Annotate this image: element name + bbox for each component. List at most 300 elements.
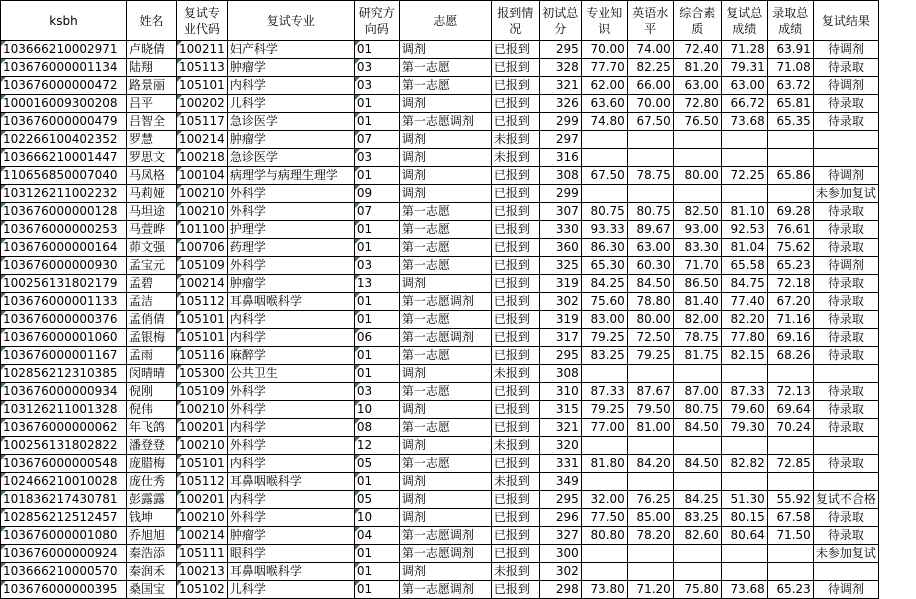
table-row[interactable] bbox=[1, 581, 879, 599]
table-cell[interactable]: 01 bbox=[354, 347, 399, 365]
table-cell[interactable]: 01 bbox=[354, 239, 399, 257]
table-cell[interactable]: 01 bbox=[354, 113, 399, 131]
table-cell[interactable]: 63.91 bbox=[767, 41, 813, 59]
table-cell[interactable]: 70.24 bbox=[767, 419, 813, 437]
table-cell[interactable]: 急诊医学 bbox=[227, 113, 354, 131]
table-cell[interactable]: 已报到 bbox=[491, 455, 539, 473]
table-cell[interactable]: 药理学 bbox=[227, 239, 354, 257]
table-cell[interactable]: 76.25 bbox=[627, 491, 673, 509]
column-header[interactable]: 初试总分 bbox=[539, 1, 581, 41]
table-row[interactable] bbox=[1, 563, 879, 581]
table-cell[interactable]: 未报到 bbox=[491, 149, 539, 167]
table-cell[interactable]: 72.85 bbox=[767, 455, 813, 473]
table-cell[interactable]: 105113 bbox=[177, 59, 228, 77]
table-cell[interactable]: 调剂 bbox=[399, 365, 491, 383]
column-header[interactable]: 复试结果 bbox=[813, 1, 878, 41]
table-cell[interactable]: 103676000000472 bbox=[1, 77, 127, 95]
table-cell[interactable]: 80.00 bbox=[673, 167, 721, 185]
table-cell[interactable]: 85.00 bbox=[627, 509, 673, 527]
column-header[interactable]: 复试专业 bbox=[227, 1, 354, 41]
table-cell[interactable]: 67.20 bbox=[767, 293, 813, 311]
table-cell[interactable] bbox=[627, 131, 673, 149]
table-cell[interactable]: 78.75 bbox=[673, 329, 721, 347]
table-cell[interactable] bbox=[673, 149, 721, 167]
table-cell[interactable]: 调剂 bbox=[399, 167, 491, 185]
table-row[interactable] bbox=[1, 347, 879, 365]
table-cell[interactable]: 317 bbox=[539, 329, 581, 347]
table-cell[interactable]: 待录取 bbox=[813, 329, 878, 347]
table-cell[interactable]: 100214 bbox=[177, 275, 228, 293]
table-cell[interactable]: 内科学 bbox=[227, 419, 354, 437]
table-cell[interactable]: 已报到 bbox=[491, 509, 539, 527]
table-cell[interactable]: 328 bbox=[539, 59, 581, 77]
table-cell[interactable]: 第一志愿 bbox=[399, 311, 491, 329]
table-row[interactable] bbox=[1, 455, 879, 473]
table-cell[interactable]: 71.70 bbox=[673, 257, 721, 275]
table-cell[interactable]: 103676000000062 bbox=[1, 419, 127, 437]
table-row[interactable] bbox=[1, 329, 879, 347]
table-cell[interactable]: 耳鼻咽喉科学 bbox=[227, 293, 354, 311]
table-cell[interactable]: 100218 bbox=[177, 149, 228, 167]
table-cell[interactable]: 08 bbox=[354, 419, 399, 437]
table-cell[interactable]: 肿瘤学 bbox=[227, 59, 354, 77]
column-header[interactable]: ksbh bbox=[1, 1, 127, 41]
table-cell[interactable]: 第一志愿 bbox=[399, 77, 491, 95]
table-cell[interactable]: 钱坤 bbox=[127, 509, 177, 527]
table-cell[interactable]: 10 bbox=[354, 401, 399, 419]
table-cell[interactable] bbox=[673, 545, 721, 563]
table-cell[interactable]: 12 bbox=[354, 437, 399, 455]
table-row[interactable] bbox=[1, 59, 879, 77]
table-cell[interactable]: 100256131802179 bbox=[1, 275, 127, 293]
table-cell[interactable]: 外科学 bbox=[227, 437, 354, 455]
table-cell[interactable]: 75.62 bbox=[767, 239, 813, 257]
table-cell[interactable]: 80.15 bbox=[721, 509, 767, 527]
table-cell[interactable]: 01 bbox=[354, 365, 399, 383]
table-cell[interactable]: 内科学 bbox=[227, 77, 354, 95]
table-cell[interactable]: 内科学 bbox=[227, 455, 354, 473]
table-cell[interactable]: 319 bbox=[539, 275, 581, 293]
table-cell[interactable]: 待调剂 bbox=[813, 581, 878, 599]
table-cell[interactable] bbox=[581, 437, 627, 455]
table-cell[interactable]: 87.00 bbox=[673, 383, 721, 401]
table-cell[interactable]: 第一志愿 bbox=[399, 203, 491, 221]
table-cell[interactable]: 100104 bbox=[177, 167, 228, 185]
table-cell[interactable]: 急诊医学 bbox=[227, 149, 354, 167]
table-cell[interactable]: 内科学 bbox=[227, 311, 354, 329]
table-cell[interactable]: 100210 bbox=[177, 185, 228, 203]
table-cell[interactable] bbox=[767, 365, 813, 383]
table-cell[interactable]: 已报到 bbox=[491, 275, 539, 293]
table-cell[interactable]: 65.35 bbox=[767, 113, 813, 131]
table-cell[interactable]: 77.40 bbox=[721, 293, 767, 311]
table-row[interactable] bbox=[1, 365, 879, 383]
table-cell[interactable]: 103666210000570 bbox=[1, 563, 127, 581]
table-cell[interactable] bbox=[581, 563, 627, 581]
table-cell[interactable]: 299 bbox=[539, 185, 581, 203]
table-cell[interactable]: 待调剂 bbox=[813, 257, 878, 275]
table-cell[interactable]: 待录取 bbox=[813, 275, 878, 293]
table-cell[interactable]: 待录取 bbox=[813, 95, 878, 113]
table-cell[interactable]: 79.50 bbox=[627, 401, 673, 419]
table-cell[interactable]: 孟俏倩 bbox=[127, 311, 177, 329]
table-cell[interactable]: 300 bbox=[539, 545, 581, 563]
table-cell[interactable]: 78.75 bbox=[627, 167, 673, 185]
table-cell[interactable]: 60.30 bbox=[627, 257, 673, 275]
table-cell[interactable]: 81.40 bbox=[673, 293, 721, 311]
table-cell[interactable]: 326 bbox=[539, 95, 581, 113]
table-cell[interactable]: 103666210002971 bbox=[1, 41, 127, 59]
table-cell[interactable]: 已报到 bbox=[491, 41, 539, 59]
table-cell[interactable]: 103126211002232 bbox=[1, 185, 127, 203]
table-cell[interactable]: 第一志愿 bbox=[399, 59, 491, 77]
table-row[interactable] bbox=[1, 113, 879, 131]
table-cell[interactable]: 295 bbox=[539, 491, 581, 509]
table-cell[interactable]: 调剂 bbox=[399, 509, 491, 527]
table-row[interactable] bbox=[1, 383, 879, 401]
table-cell[interactable]: 65.23 bbox=[767, 257, 813, 275]
table-cell[interactable]: 03 bbox=[354, 257, 399, 275]
table-cell[interactable]: 103676000001060 bbox=[1, 329, 127, 347]
table-cell[interactable]: 已报到 bbox=[491, 419, 539, 437]
table-cell[interactable]: 外科学 bbox=[227, 383, 354, 401]
table-cell[interactable]: 04 bbox=[354, 527, 399, 545]
table-cell[interactable]: 吕平 bbox=[127, 95, 177, 113]
table-cell[interactable]: 72.50 bbox=[627, 329, 673, 347]
table-cell[interactable]: 调剂 bbox=[399, 437, 491, 455]
table-cell[interactable]: 100706 bbox=[177, 239, 228, 257]
table-cell[interactable]: 马萱晔 bbox=[127, 221, 177, 239]
table-cell[interactable]: 待录取 bbox=[813, 383, 878, 401]
table-cell[interactable]: 妇产科学 bbox=[227, 41, 354, 59]
table-cell[interactable]: 已报到 bbox=[491, 95, 539, 113]
table-cell[interactable] bbox=[627, 185, 673, 203]
table-cell[interactable]: 未参加复试 bbox=[813, 185, 878, 203]
table-cell[interactable]: 84.50 bbox=[673, 455, 721, 473]
table-cell[interactable] bbox=[813, 473, 878, 491]
table-cell[interactable]: 第一志愿 bbox=[399, 347, 491, 365]
table-cell[interactable] bbox=[721, 437, 767, 455]
table-cell[interactable]: 72.40 bbox=[673, 41, 721, 59]
table-cell[interactable]: 09 bbox=[354, 185, 399, 203]
table-cell[interactable]: 马莉娅 bbox=[127, 185, 177, 203]
table-row[interactable] bbox=[1, 239, 879, 257]
table-cell[interactable]: 已报到 bbox=[491, 311, 539, 329]
table-cell[interactable]: 349 bbox=[539, 473, 581, 491]
table-row[interactable] bbox=[1, 221, 879, 239]
table-cell[interactable] bbox=[767, 545, 813, 563]
table-cell[interactable]: 调剂 bbox=[399, 491, 491, 509]
table-cell[interactable]: 93.00 bbox=[673, 221, 721, 239]
column-header[interactable]: 志愿 bbox=[399, 1, 491, 41]
table-cell[interactable]: 孟银梅 bbox=[127, 329, 177, 347]
table-cell[interactable]: 待录取 bbox=[813, 113, 878, 131]
table-row[interactable] bbox=[1, 167, 879, 185]
table-cell[interactable]: 360 bbox=[539, 239, 581, 257]
table-cell[interactable]: 320 bbox=[539, 437, 581, 455]
table-cell[interactable]: 待录取 bbox=[813, 59, 878, 77]
table-cell[interactable]: 倪伟 bbox=[127, 401, 177, 419]
table-cell[interactable]: 103126211001328 bbox=[1, 401, 127, 419]
table-cell[interactable]: 65.23 bbox=[767, 581, 813, 599]
table-cell[interactable]: 80.75 bbox=[627, 203, 673, 221]
table-cell[interactable] bbox=[627, 545, 673, 563]
table-cell[interactable]: 已报到 bbox=[491, 293, 539, 311]
table-cell[interactable]: 已报到 bbox=[491, 239, 539, 257]
table-cell[interactable]: 302 bbox=[539, 293, 581, 311]
table-cell[interactable]: 路景丽 bbox=[127, 77, 177, 95]
table-cell[interactable]: 01 bbox=[354, 95, 399, 113]
table-cell[interactable]: 72.25 bbox=[721, 167, 767, 185]
table-cell[interactable] bbox=[767, 437, 813, 455]
table-cell[interactable]: 03 bbox=[354, 149, 399, 167]
table-cell[interactable]: 51.30 bbox=[721, 491, 767, 509]
table-cell[interactable]: 316 bbox=[539, 149, 581, 167]
table-cell[interactable]: 296 bbox=[539, 509, 581, 527]
table-cell[interactable]: 护理学 bbox=[227, 221, 354, 239]
table-cell[interactable]: 待调剂 bbox=[813, 167, 878, 185]
table-cell[interactable]: 待调剂 bbox=[813, 41, 878, 59]
table-cell[interactable]: 儿科学 bbox=[227, 581, 354, 599]
table-cell[interactable]: 79.25 bbox=[581, 329, 627, 347]
table-cell[interactable]: 外科学 bbox=[227, 203, 354, 221]
table-cell[interactable]: 已报到 bbox=[491, 383, 539, 401]
table-cell[interactable]: 105111 bbox=[177, 545, 228, 563]
table-cell[interactable] bbox=[721, 563, 767, 581]
table-cell[interactable]: 已报到 bbox=[491, 581, 539, 599]
table-cell[interactable]: 内科学 bbox=[227, 329, 354, 347]
table-cell[interactable]: 外科学 bbox=[227, 509, 354, 527]
table-cell[interactable]: 103676000000376 bbox=[1, 311, 127, 329]
column-header[interactable]: 专业知识 bbox=[581, 1, 627, 41]
table-cell[interactable]: 待录取 bbox=[813, 239, 878, 257]
table-cell[interactable]: 未参加复试 bbox=[813, 545, 878, 563]
table-cell[interactable]: 已报到 bbox=[491, 77, 539, 95]
table-cell[interactable] bbox=[813, 437, 878, 455]
column-header[interactable]: 综合素质 bbox=[673, 1, 721, 41]
table-cell[interactable]: 93.33 bbox=[581, 221, 627, 239]
table-cell[interactable]: 100211 bbox=[177, 41, 228, 59]
table-cell[interactable]: 已报到 bbox=[491, 347, 539, 365]
table-cell[interactable]: 69.16 bbox=[767, 329, 813, 347]
table-row[interactable] bbox=[1, 275, 879, 293]
table-cell[interactable]: 83.30 bbox=[673, 239, 721, 257]
table-cell[interactable]: 待录取 bbox=[813, 419, 878, 437]
table-cell[interactable]: 已报到 bbox=[491, 527, 539, 545]
table-cell[interactable] bbox=[767, 473, 813, 491]
table-cell[interactable] bbox=[581, 149, 627, 167]
table-cell[interactable]: 73.80 bbox=[581, 581, 627, 599]
table-cell[interactable] bbox=[767, 185, 813, 203]
table-cell[interactable]: 87.33 bbox=[721, 383, 767, 401]
table-cell[interactable]: 第一志愿调剂 bbox=[399, 329, 491, 347]
table-cell[interactable]: 321 bbox=[539, 77, 581, 95]
table-cell[interactable]: 待录取 bbox=[813, 347, 878, 365]
table-cell[interactable]: 第一志愿调剂 bbox=[399, 545, 491, 563]
table-cell[interactable]: 76.50 bbox=[673, 113, 721, 131]
table-cell[interactable] bbox=[673, 563, 721, 581]
table-cell[interactable]: 72.18 bbox=[767, 275, 813, 293]
table-cell[interactable]: 第一志愿 bbox=[399, 239, 491, 257]
table-cell[interactable]: 调剂 bbox=[399, 401, 491, 419]
table-row[interactable] bbox=[1, 311, 879, 329]
table-cell[interactable]: 马坦途 bbox=[127, 203, 177, 221]
table-cell[interactable]: 103676000000395 bbox=[1, 581, 127, 599]
table-cell[interactable]: 103676000000128 bbox=[1, 203, 127, 221]
table-cell[interactable]: 07 bbox=[354, 131, 399, 149]
table-cell[interactable]: 100214 bbox=[177, 131, 228, 149]
table-cell[interactable]: 82.50 bbox=[673, 203, 721, 221]
table-cell[interactable]: 62.00 bbox=[581, 77, 627, 95]
table-cell[interactable]: 100201 bbox=[177, 419, 228, 437]
table-cell[interactable]: 已报到 bbox=[491, 491, 539, 509]
column-header[interactable]: 英语水平 bbox=[627, 1, 673, 41]
table-cell[interactable]: 80.75 bbox=[581, 203, 627, 221]
table-cell[interactable]: 马凤格 bbox=[127, 167, 177, 185]
table-cell[interactable]: 待录取 bbox=[813, 401, 878, 419]
table-cell[interactable]: 71.28 bbox=[721, 41, 767, 59]
table-cell[interactable]: 已报到 bbox=[491, 401, 539, 419]
table-row[interactable] bbox=[1, 293, 879, 311]
table-cell[interactable]: 308 bbox=[539, 365, 581, 383]
table-cell[interactable]: 67.50 bbox=[627, 113, 673, 131]
table-cell[interactable]: 72.80 bbox=[673, 95, 721, 113]
table-cell[interactable]: 桑国宝 bbox=[127, 581, 177, 599]
table-cell[interactable]: 68.26 bbox=[767, 347, 813, 365]
table-cell[interactable]: 已报到 bbox=[491, 167, 539, 185]
table-cell[interactable]: 第一志愿调剂 bbox=[399, 293, 491, 311]
table-cell[interactable]: 肿瘤学 bbox=[227, 275, 354, 293]
table-cell[interactable]: 01 bbox=[354, 581, 399, 599]
table-cell[interactable]: 82.25 bbox=[627, 59, 673, 77]
table-row[interactable] bbox=[1, 527, 879, 545]
table-cell[interactable]: 孟洁 bbox=[127, 293, 177, 311]
table-cell[interactable]: 待录取 bbox=[813, 509, 878, 527]
table-cell[interactable]: 101100 bbox=[177, 221, 228, 239]
table-cell[interactable]: 05 bbox=[354, 491, 399, 509]
table-cell[interactable]: 92.53 bbox=[721, 221, 767, 239]
table-cell[interactable]: 80.64 bbox=[721, 527, 767, 545]
column-header[interactable]: 姓名 bbox=[127, 1, 177, 41]
table-cell[interactable]: 67.58 bbox=[767, 509, 813, 527]
table-cell[interactable]: 105109 bbox=[177, 383, 228, 401]
table-cell[interactable]: 100201 bbox=[177, 491, 228, 509]
table-cell[interactable]: 84.25 bbox=[673, 491, 721, 509]
table-cell[interactable]: 86.30 bbox=[581, 239, 627, 257]
table-cell[interactable]: 298 bbox=[539, 581, 581, 599]
table-cell[interactable]: 297 bbox=[539, 131, 581, 149]
table-cell[interactable] bbox=[721, 185, 767, 203]
table-cell[interactable]: 75.80 bbox=[673, 581, 721, 599]
table-cell[interactable]: 肿瘤学 bbox=[227, 131, 354, 149]
table-cell[interactable]: 65.81 bbox=[767, 95, 813, 113]
table-cell[interactable] bbox=[627, 563, 673, 581]
table-cell[interactable]: 65.58 bbox=[721, 257, 767, 275]
table-cell[interactable] bbox=[813, 365, 878, 383]
table-cell[interactable]: 待调剂 bbox=[813, 77, 878, 95]
table-cell[interactable]: 105300 bbox=[177, 365, 228, 383]
table-cell[interactable]: 81.75 bbox=[673, 347, 721, 365]
table-cell[interactable]: 89.67 bbox=[627, 221, 673, 239]
table-row[interactable] bbox=[1, 131, 879, 149]
table-cell[interactable]: 103676000000924 bbox=[1, 545, 127, 563]
table-cell[interactable]: 75.60 bbox=[581, 293, 627, 311]
table-cell[interactable]: 未报到 bbox=[491, 365, 539, 383]
table-cell[interactable]: 庞腊梅 bbox=[127, 455, 177, 473]
table-cell[interactable]: 67.50 bbox=[581, 167, 627, 185]
table-cell[interactable]: 103676000000930 bbox=[1, 257, 127, 275]
table-cell[interactable]: 295 bbox=[539, 347, 581, 365]
table-cell[interactable]: 72.13 bbox=[767, 383, 813, 401]
table-cell[interactable]: 105101 bbox=[177, 455, 228, 473]
table-cell[interactable]: 茆文强 bbox=[127, 239, 177, 257]
table-cell[interactable] bbox=[673, 365, 721, 383]
table-cell[interactable]: 未报到 bbox=[491, 131, 539, 149]
table-cell[interactable]: 63.72 bbox=[767, 77, 813, 95]
table-cell[interactable]: 73.68 bbox=[721, 113, 767, 131]
table-cell[interactable]: 倪刚 bbox=[127, 383, 177, 401]
table-cell[interactable]: 07 bbox=[354, 203, 399, 221]
table-cell[interactable]: 103676000000479 bbox=[1, 113, 127, 131]
table-cell[interactable]: 102466210010028 bbox=[1, 473, 127, 491]
table-cell[interactable]: 299 bbox=[539, 113, 581, 131]
table-cell[interactable]: 83.25 bbox=[581, 347, 627, 365]
table-cell[interactable]: 84.20 bbox=[627, 455, 673, 473]
table-cell[interactable]: 01 bbox=[354, 311, 399, 329]
table-cell[interactable]: 肿瘤学 bbox=[227, 527, 354, 545]
table-cell[interactable]: 79.31 bbox=[721, 59, 767, 77]
table-cell[interactable]: 调剂 bbox=[399, 563, 491, 581]
table-cell[interactable]: 03 bbox=[354, 59, 399, 77]
table-cell[interactable]: 外科学 bbox=[227, 401, 354, 419]
table-cell[interactable]: 潘登登 bbox=[127, 437, 177, 455]
table-cell[interactable] bbox=[673, 131, 721, 149]
table-cell[interactable]: 80.75 bbox=[673, 401, 721, 419]
table-cell[interactable]: 01 bbox=[354, 545, 399, 563]
table-cell[interactable]: 103666210001447 bbox=[1, 149, 127, 167]
table-cell[interactable]: 吕智全 bbox=[127, 113, 177, 131]
table-cell[interactable]: 55.92 bbox=[767, 491, 813, 509]
table-cell[interactable]: 78.80 bbox=[627, 293, 673, 311]
table-cell[interactable]: 82.82 bbox=[721, 455, 767, 473]
table-cell[interactable] bbox=[627, 149, 673, 167]
table-cell[interactable]: 63.60 bbox=[581, 95, 627, 113]
table-cell[interactable]: 315 bbox=[539, 401, 581, 419]
table-cell[interactable] bbox=[581, 185, 627, 203]
table-cell[interactable]: 63.00 bbox=[673, 77, 721, 95]
table-cell[interactable] bbox=[721, 131, 767, 149]
table-cell[interactable]: 未报到 bbox=[491, 437, 539, 455]
table-cell[interactable]: 100210 bbox=[177, 401, 228, 419]
table-row[interactable] bbox=[1, 419, 879, 437]
table-cell[interactable]: 儿科学 bbox=[227, 95, 354, 113]
table-cell[interactable]: 63.00 bbox=[627, 239, 673, 257]
table-cell[interactable]: 已报到 bbox=[491, 185, 539, 203]
table-cell[interactable]: 307 bbox=[539, 203, 581, 221]
table-cell[interactable]: 71.20 bbox=[627, 581, 673, 599]
table-cell[interactable]: 第一志愿调剂 bbox=[399, 581, 491, 599]
table-cell[interactable]: 105116 bbox=[177, 347, 228, 365]
table-row[interactable] bbox=[1, 473, 879, 491]
table-cell[interactable]: 74.00 bbox=[627, 41, 673, 59]
table-row[interactable] bbox=[1, 401, 879, 419]
table-cell[interactable]: 87.33 bbox=[581, 383, 627, 401]
table-cell[interactable] bbox=[813, 149, 878, 167]
table-cell[interactable]: 100016009300208 bbox=[1, 95, 127, 113]
table-cell[interactable]: 32.00 bbox=[581, 491, 627, 509]
table-cell[interactable]: 295 bbox=[539, 41, 581, 59]
table-cell[interactable]: 331 bbox=[539, 455, 581, 473]
